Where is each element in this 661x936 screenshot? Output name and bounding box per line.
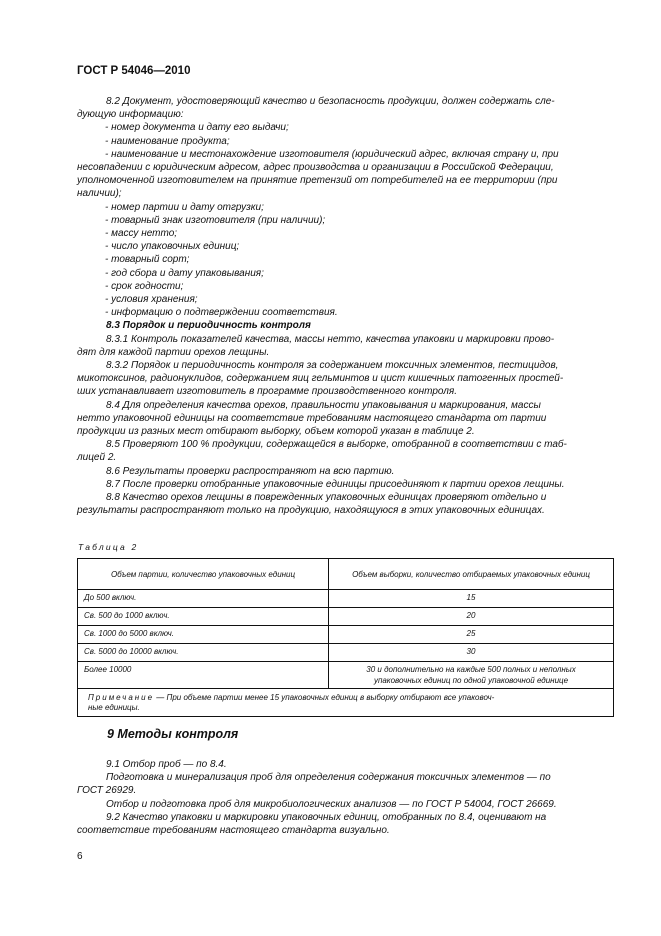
para-8-4: 8.4 Для определения качества орехов, правильности упаковывания и маркирования, массы: [106, 399, 541, 411]
page-number: 6: [77, 851, 83, 862]
table-row: [78, 644, 614, 662]
list-item: - срок годности;: [105, 280, 184, 292]
para-8-4-cont: нетто упаковочной единицы на соответствие требованиям настоящего стандарта от партии: [77, 412, 547, 424]
list-item: - информацию о подтверждении соответствия.: [105, 307, 338, 319]
table-col2-header: Объем выборки, количество отбираемых упаковочных единиц: [329, 559, 614, 590]
para-8-6: 8.6 Результаты проверки распространяют на всю партию.: [106, 465, 395, 477]
para-8-3-2-cont: ших устанавливает изготовитель в программе производственного контроля.: [77, 386, 458, 398]
sample-size-table: [77, 558, 614, 717]
list-item: - год сбора и дату упаковывания;: [105, 267, 264, 279]
list-item: - наименование продукта;: [105, 135, 230, 147]
para-8-7: 8.7 После проверки отобранные упаковочные единицы присоединяют к партии орехов лещины.: [106, 478, 565, 490]
list-item: - номер документа и дату его выдачи;: [105, 122, 289, 134]
table-note: [78, 689, 614, 717]
list-item-continuation: уполномоченной изготовителем на принятие претензий от потребителей на ее территории (при: [77, 175, 558, 187]
table-note-text-cont: ные единицы.: [88, 703, 140, 712]
table-col1-header: Объем партии, количество упаковочных единиц: [78, 559, 329, 590]
section-9-body: [77, 758, 613, 837]
list-item: - наименование и местонахождение изготовителя (юридический адрес, включая страну и, при: [105, 148, 559, 160]
table-cell-lot: Более 10000: [78, 662, 329, 689]
table-caption: Таблица 2: [78, 542, 139, 552]
table-cell-sample-line1: 30 и дополнительно на каждые 500 полных и неполных: [366, 665, 576, 674]
table-cell-sample: 20: [329, 608, 614, 626]
table-cell-sample: 30: [329, 644, 614, 662]
list-item: - число упаковочных единиц;: [105, 241, 240, 253]
list-item: - условия хранения;: [105, 294, 198, 306]
list-item: - номер партии и дату отгрузки;: [105, 201, 264, 213]
table-cell-lot: Св. 500 до 1000 включ.: [78, 608, 329, 626]
para-9-2: 9.2 Качество упаковки и маркировки упаковочных единиц, отобранных по 8.4, оценивают на: [106, 811, 547, 823]
table-note-text: — При объеме партии менее 15 упаковочных единиц в выборку отбирают все упаковоч-: [154, 693, 495, 702]
table-cell-lot: До 500 включ.: [78, 590, 329, 608]
para-8-3-1: 8.3.1 Контроль показателей качества, массы нетто, качества упаковки и маркировки прово-: [106, 333, 555, 345]
para-8-2-line2: дующую информацию:: [77, 109, 184, 121]
para-8-8-cont: результаты распространяют только на продукцию, находящуюся в этих упаковочных единицах.: [77, 505, 545, 517]
para-8-3-2-cont: микотоксинов, радионуклидов, содержанием яиц гельминтов и цист кишечных патогенных простей-: [77, 373, 564, 385]
list-item: - товарный знак изготовителя (при наличии);: [105, 214, 326, 226]
table-row: [78, 590, 614, 608]
para-9-1: 9.1 Отбор проб — по 8.4.: [106, 759, 227, 770]
para-9-1-b-cont: ГОСТ 26929.: [77, 785, 137, 797]
list-item: - массу нетто;: [105, 228, 178, 240]
list-item: - товарный сорт;: [105, 254, 190, 266]
para-8-4-cont: продукции из разных мест отбирают выборку, объем которой указан в таблице 2.: [77, 426, 475, 438]
table-cell-sample-line2: упаковочных единиц по одной упаковочной единице: [373, 676, 569, 685]
para-9-1-b: Подготовка и минерализация проб для определения содержания токсичных элементов — по: [106, 772, 551, 784]
para-8-3-1-cont: дят для каждой партии орехов лещины.: [77, 346, 270, 358]
table-row: [78, 626, 614, 644]
table-cell-lot: Св. 1000 до 5000 включ.: [78, 626, 329, 644]
table-cell-lot: Св. 5000 до 10000 включ.: [78, 644, 329, 662]
table-cell-sample: 15: [329, 590, 614, 608]
section-8-body: [77, 95, 613, 518]
para-8-8: 8.8 Качество орехов лещины в поврежденных упаковочных единицах проверяют отдельно и: [106, 492, 547, 504]
section-9-title: 9 Методы контроля: [107, 727, 239, 741]
table-note-label: Примечание: [88, 693, 155, 702]
para-8-2-line1: 8.2 Документ, удостоверяющий качество и безопасность продукции, должен содержать сле-: [106, 96, 555, 107]
table-cell-sample: 25: [329, 626, 614, 644]
table-row: [78, 662, 614, 689]
para-9-1-c: Отбор и подготовка проб для микробиологических анализов — по ГОСТ Р 54004, ГОСТ 26669.: [106, 798, 557, 810]
para-9-2-cont: соответствие требованиям настоящего стандарта визуально.: [77, 825, 390, 837]
table-header-row: [78, 559, 614, 590]
para-8-5-cont: лицей 2.: [77, 452, 117, 464]
document-header: ГОСТ Р 54046—2010: [77, 65, 191, 77]
table-row: [78, 608, 614, 626]
para-8-3-2: 8.3.2 Порядок и периодичность контроля за содержанием токсичных элементов, пестицидов,: [106, 360, 559, 372]
table-cell-sample: [329, 662, 614, 689]
subsection-8-3-title: 8.3 Порядок и периодичность контроля: [106, 320, 311, 332]
para-8-5: 8.5 Проверяют 100 % продукции, содержащейся в выборке, отобранной в соответствии с таб-: [106, 439, 567, 451]
list-item-continuation: наличии);: [77, 188, 122, 200]
list-item-continuation: несовпадении с юридическим адресом, адрес производства и организации в Российской Федерации,: [77, 162, 554, 174]
table-note-row: [78, 689, 614, 717]
